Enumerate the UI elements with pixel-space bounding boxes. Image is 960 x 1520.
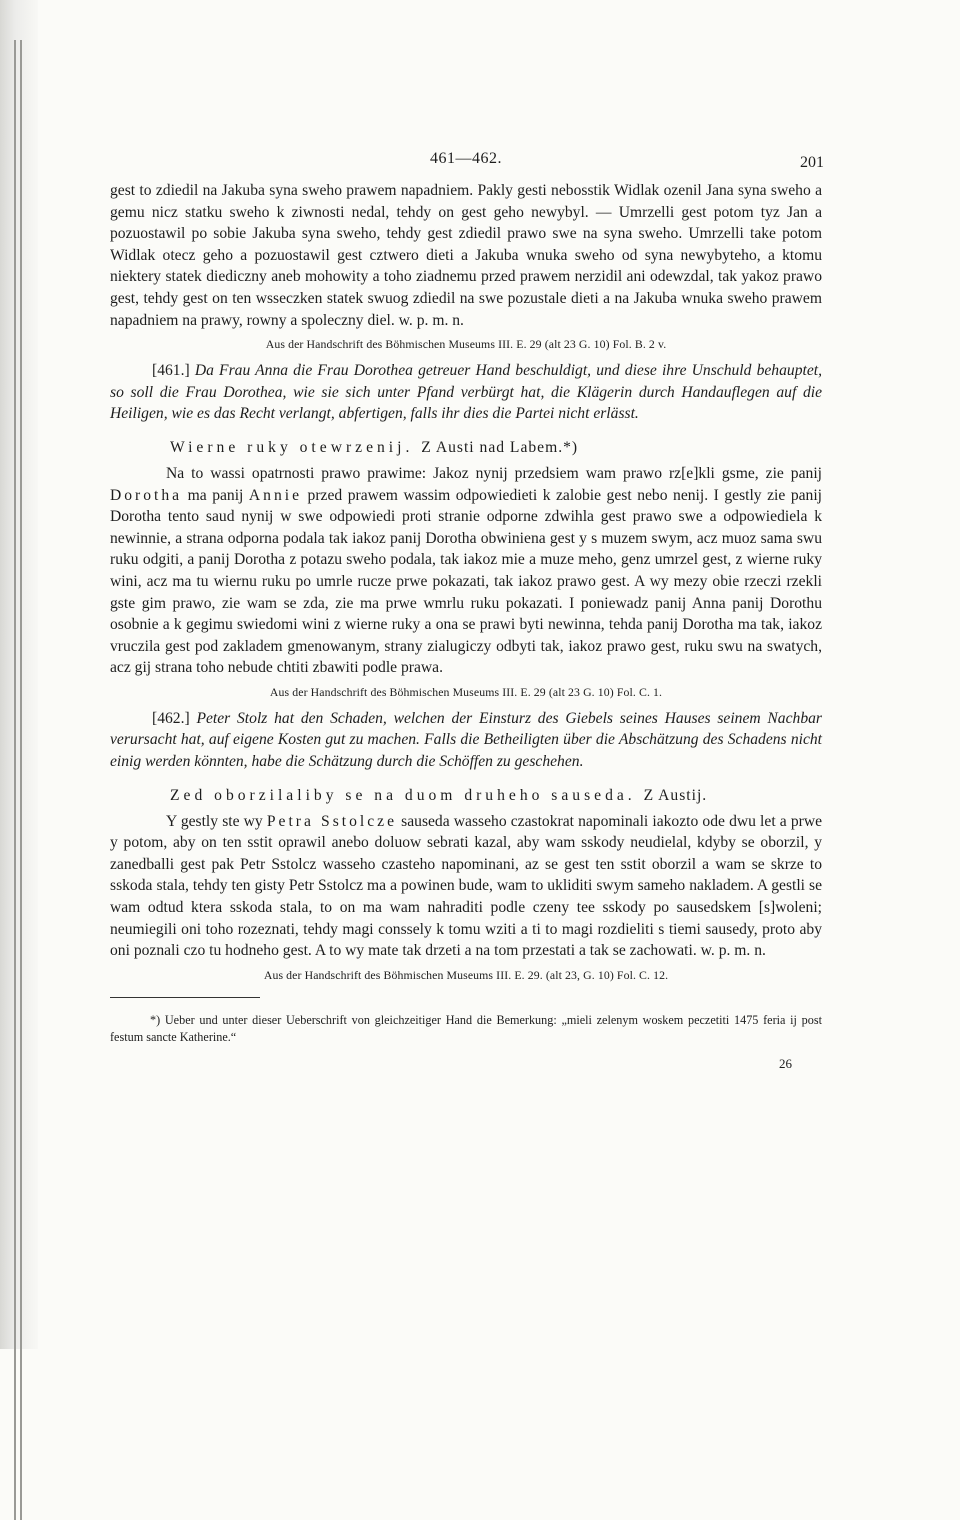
person-name: Petra Sstolcze [266,812,398,830]
page-number: 201 [800,154,824,171]
entry-461-heading-main: Wierne ruky otewrzenij. [170,438,414,456]
entry-462-summary [110,708,822,773]
running-header [110,150,822,180]
printer-signature: 26 [779,1055,792,1071]
text-segment: przed prawem wassim odpowiedieti k zalobie gest nebo nenij. I gestly zie panij Dorotha tento saud nynij w swe odpowiedi proti stranie odporne zdwihla gest prawo swe a odpowiediela k newinnie, a strana odporna podala tak iakoz panij Dorotha obwiniena gest y s muzem swym, acz muoz sama swu ruku odgiti, a panij Dorotha z potazu sweho podala, tak iakoz mie a muze meho, genz umrzel gest, z wierne ruky wini, acz ma tu wiernu ruku po umrle rucze prwe pokazati, tak iakoz prawo gest. A wy mezy obie rzeczi rzekli gste gim prawo, zie wam se zda, zie ma prwe wmrlu ruku pokazati. I poniewadz panij Anna panij Dorothu osobnie a k gegimu swiedomi wini z wierne ruky a ona se prawi byti newinna, tehda panij Dorotha ma tak, iakoz vruczila gest pod zakladem gmenowanym, strany zialugiczy odbyti tak, iakoz prawo gest, ruku swu na swatych, acz gij strana toho nebude chtiti zbawiti podle prawa. [110,486,822,677]
entry-462-heading-main: Zed oborzilaliby se na duom druheho sauseda. [170,786,636,804]
entry-462-heading [110,785,822,807]
footnote-divider [110,997,260,998]
entry-462-source: Aus der Handschrift des Böhmischen Museums III. E. 29. (alt 23, G. 10) Fol. C. 12. [263,967,669,982]
source-note-1: Aus der Handschrift des Böhmischen Museums III. E. 29 (alt 23 G. 10) Fol. B. 2 v. [265,337,667,352]
intro-paragraph: gest to zdiedil na Jakuba syna sweho prawem napadniem. Pakly gesti nebosstik Widlak ozenil Jana syna sweho a gemu nicz statku sweho k ziwnosti nedal, tehdy on gest geho newybyl. — Umrzelli gest potom tyz Jan a pozuostawil po sobie Jakuba syna sweho, tehdy gest zdiedil prawo swe na syna sweho. Umrzelli take potom Widlak otecz geho a pozuostawil gest cztwero dieti a Jakuba wnuka sweho od syna newybyteho, a ktomu niektery statek diediczny aneb mohowity a toho ziadnemu przed prawem nerzidil ani odewzdal, tak yakoz prawo gest, tehdy gest on ten wsseczken statek swuog zdiedil na swe pozustale dieti a na Jakuba wnuka sweho prawem napadniem na prawy, rowny a spoleczny diel. w. p. m. n. [110,182,822,329]
entry-461-source: Aus der Handschrift des Böhmischen Museums III. E. 29 (alt 23 G. 10) Fol. C. 1. [269,684,663,699]
person-name: Dorotha [110,486,183,504]
header-entry-range: 461—462. [430,150,502,167]
entry-461-heading-place: Z Austi nad Labem.*) [421,438,579,456]
entry-462-summary-text: Peter Stolz hat den Schaden, welchen der Einsturz des Giebels seines Hauses seinem Nachbar verursacht hat, auf eigene Kosten gut zu machen. Falls die Betheiligten über die Abschätzung des Schadens nicht einig werden könnten, habe die Schätzung durch die Schöffen zu geschehen. [110,709,822,771]
entry-462-text [110,811,822,962]
text-segment: Na to wassi opatrnosti prawo prawime: Jakoz nynij przedsiem wam prawo rz[e]kli gsme, zie panij [166,464,822,482]
entry-461-heading [110,437,822,459]
entry-461-text [110,463,822,679]
footnote-text: *) Ueber und unter dieser Ueberschrift von gleichzeitiger Hand die Bemerkung: „mieli zelenym woskem peczetiti 1475 feria ij post festum sancte Katherine.“ [110,1012,822,1044]
entry-461-summary [110,360,822,425]
document-page [110,150,824,1071]
footnote [110,1012,822,1046]
entry-462-number: [462.] [152,709,190,727]
entry-461-number: [461.] [152,362,190,380]
entry-461-summary-text: Da Frau Anna die Frau Dorothea getreuer Hand beschuldigt, und diese ihre Unschuld behauptet, so soll die Frau Dorothea, wie sie sich unter Pfand verbürgt hat, die Klägerin durch Handauflegen auf die Heiligen, wie es das Recht verlangt, abfertigen, falls ihr dies die Partei nicht erlässt. [110,362,822,423]
entry-462-heading-place: Z Austij. [643,786,708,804]
text-segment: ma panij [182,486,249,504]
text-segment: Y gestly ste wy [166,812,267,830]
text-segment: sauseda wasseho czastokrat napominali iakozto ode dwu let a prwe y potom, aby on ten sstit oprawil anebo doluow sebrati kazal, aby wam sskody neudielal, kdyby se oborzil, y zanedballi gest pak Petr Sstolcz wasseho czasteho napominani, az se gest ten sstit oborzil a wam se skrze to sskoda stala, tehdy ten gisty Petr Sstolcz ma a powinen bude, wam to ukliditi swym sameho nakladem. A gestli se wam odtud ktera sskoda stala, to on ma wam nahraditi podle czeny tee sskody po sausedskem [s]woleni; neumiegili oni toho rozeznati, tehdy magi conssely k tomu wziti a ti to magi rozdieliti s tiemi sausedy, proto aby oni poznali czo tu hodneho gest. A to wy mate tak drzeti a na tom przestati a tak se zachowati. w. p. m. n. [110,812,823,960]
binding-edge-line [14,40,16,1520]
book-binding-shadow [0,0,38,1349]
binding-edge-line [20,40,22,1520]
person-name: Annie [248,486,303,504]
